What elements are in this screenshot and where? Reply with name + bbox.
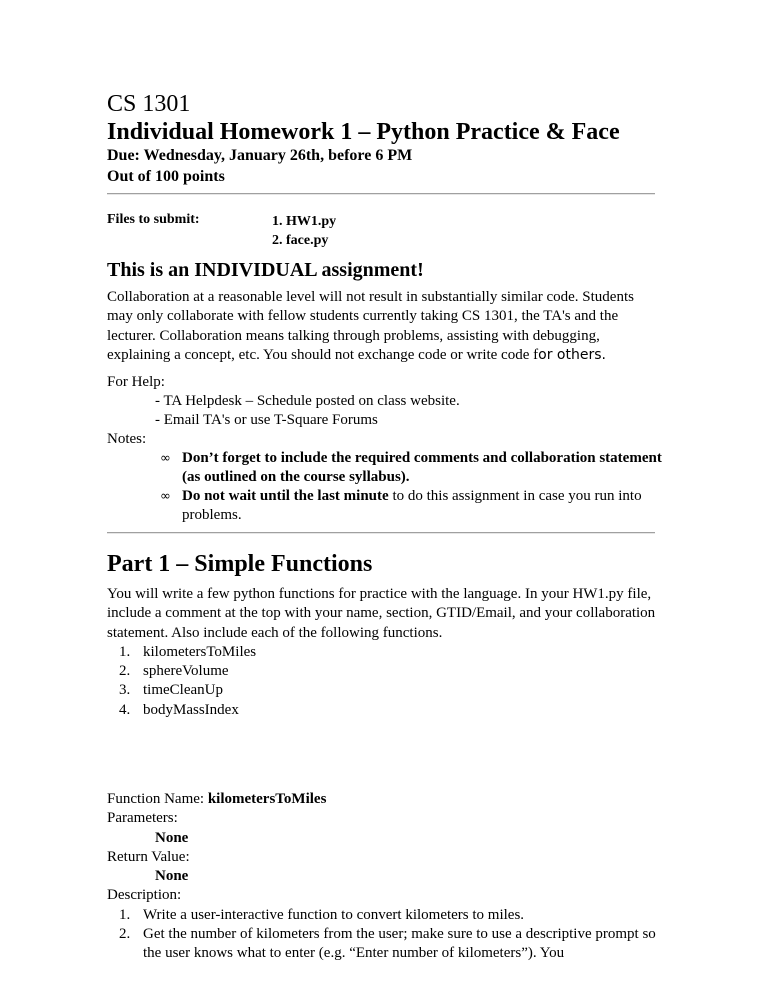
- help-item: - TA Helpdesk – Schedule posted on class website.: [155, 393, 460, 409]
- function-list-item: 1. kilometersToMiles: [119, 643, 257, 660]
- notes-list: [107, 449, 667, 525]
- help-section: [107, 373, 667, 525]
- files-list: [272, 212, 336, 250]
- file-item: 1. HW1.py: [272, 214, 337, 229]
- description-step: 2. Get the number of kilometers from the user; make sure to use a descriptive prompt so the user knows what to enter (e.g. “Enter number of kilometers”). You: [119, 926, 656, 962]
- parameters-label: Parameters:: [107, 810, 178, 827]
- total-points: Out of 100 points: [107, 168, 225, 185]
- notes-label: Notes:: [107, 431, 147, 447]
- function-list-item: 4. bodyMassIndex: [119, 701, 239, 718]
- individual-heading: This is an INDIVIDUAL assignment!: [107, 259, 424, 281]
- file-item: 2. face.py: [272, 233, 329, 248]
- parameters-value: None: [155, 829, 189, 846]
- bullet-icon: ∞: [160, 489, 171, 504]
- note-text-bold: Do not wait until the last minute: [182, 488, 389, 504]
- function-name-line: Function Name: kilometersToMiles: [107, 791, 327, 807]
- description-label: Description:: [107, 887, 182, 904]
- bullet-icon: ∞: [160, 451, 171, 466]
- help-item: - Email TA's or use T-Square Forums: [155, 412, 378, 428]
- function-list: [107, 643, 662, 720]
- due-date: Due: Wednesday, January 26th, before 6 PM: [107, 147, 413, 164]
- part1-intro: [107, 585, 662, 720]
- collaboration-paragraph: [107, 288, 662, 365]
- note-text: to do this assignment in case you run into problems.: [182, 488, 642, 523]
- collaboration-text-tail: or others.: [538, 346, 606, 363]
- note-text: Don’t forget to include the required comments and collaboration statement (as outlined on the course syllabus).: [182, 450, 662, 485]
- part1-intro-text: You will write a few python functions for practice with the language. In your HW1.py file, include a comment at the top with your name, section, GTID/Email, and your collaboration statement. Also include each of the following functions.: [107, 586, 656, 641]
- collaboration-text: Collaboration at a reasonable level will not result in substantially similar code. Students may only collaborate with fellow students currently taking CS 1301, the TA's and the lecturer. Collaboration means talking through problems, assisting with debugging, explaining a concept, etc. You should not exchange code or write code f: [107, 289, 634, 363]
- function-name: kilometersToMiles: [207, 791, 327, 807]
- note-item: [107, 487, 667, 525]
- return-label: Return Value:: [107, 848, 190, 865]
- divider: [107, 532, 655, 534]
- return-value: None: [155, 868, 189, 885]
- function-spec: [107, 790, 667, 964]
- description-steps: [107, 906, 667, 964]
- assignment-title: Individual Homework 1 – Python Practice & Face: [107, 119, 620, 145]
- course-code: CS 1301: [107, 91, 191, 117]
- function-list-item: 2. sphereVolume: [119, 663, 229, 680]
- divider: [107, 193, 655, 195]
- description-step: 1. Write a user-interactive function to convert kilometers to miles.: [119, 906, 525, 923]
- note-item: [107, 449, 667, 487]
- function-list-item: 3. timeCleanUp: [119, 682, 223, 699]
- help-label: For Help:: [107, 374, 165, 390]
- part1-heading: Part 1 – Simple Functions: [107, 551, 373, 577]
- files-label: Files to submit:: [107, 212, 200, 227]
